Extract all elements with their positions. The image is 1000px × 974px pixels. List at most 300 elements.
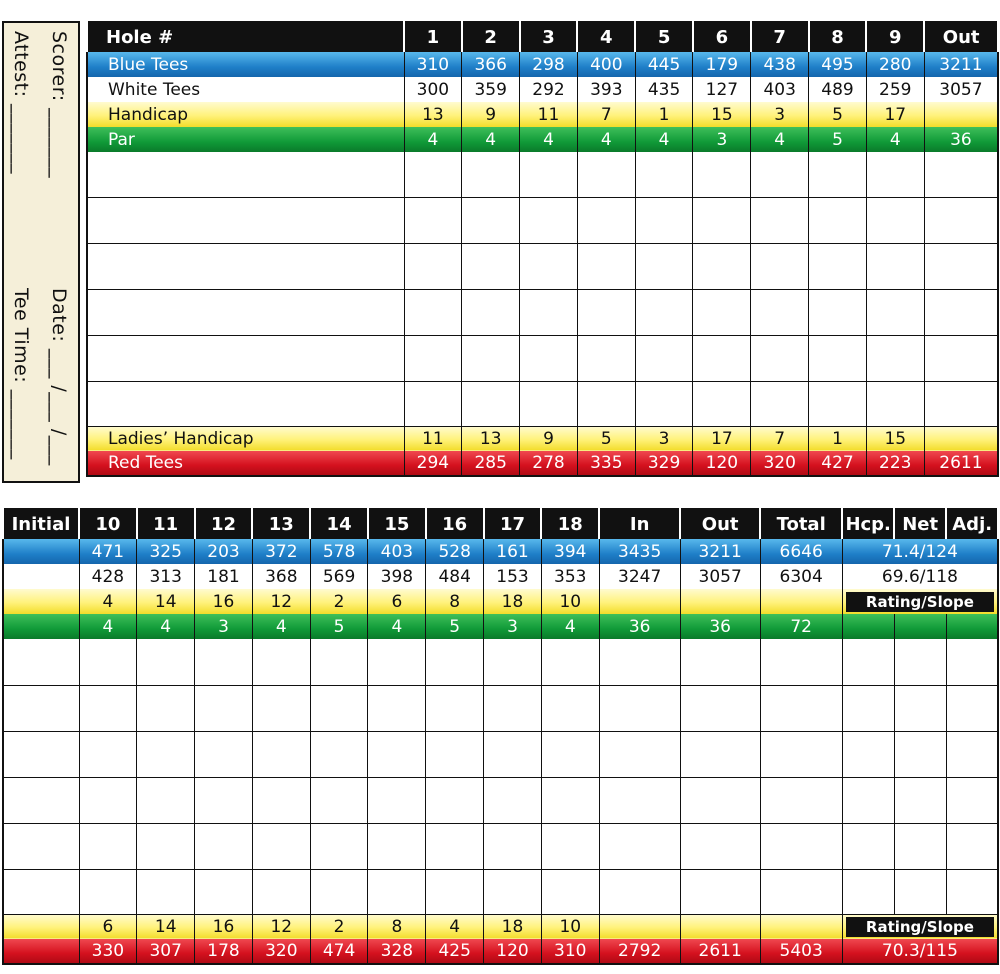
adj-cell[interactable] <box>946 731 998 777</box>
hole-7: 7 <box>751 22 809 52</box>
total-score-cell[interactable] <box>760 685 842 731</box>
score-cell[interactable] <box>866 381 924 426</box>
par-cell: 5 <box>310 614 368 639</box>
yardage-cell: 398 <box>368 564 426 589</box>
total-score-cell[interactable] <box>760 869 842 914</box>
total-score-cell[interactable] <box>760 639 842 685</box>
handicap-cell: 17 <box>866 102 924 127</box>
yardage-cell: 359 <box>462 77 520 102</box>
net-cell[interactable] <box>894 639 946 685</box>
yardage-cell: 372 <box>252 539 310 564</box>
par-cell: 5 <box>426 614 484 639</box>
hole-2: 2 <box>462 22 520 52</box>
score-cell[interactable] <box>484 731 542 777</box>
player-score-row[interactable] <box>87 335 998 381</box>
player-name-cell[interactable] <box>87 289 404 335</box>
score-cell[interactable] <box>809 381 867 426</box>
score-cell[interactable] <box>79 869 137 914</box>
handicap-cell: 6 <box>79 914 137 939</box>
out-score-cell[interactable] <box>680 823 760 869</box>
white-tees-row <box>87 77 998 102</box>
grand-total-cell <box>760 914 842 939</box>
score-cell[interactable] <box>693 335 751 381</box>
score-cell[interactable] <box>520 381 578 426</box>
score-cell[interactable] <box>368 731 426 777</box>
score-cell[interactable] <box>368 823 426 869</box>
score-cell[interactable] <box>195 731 253 777</box>
score-cell[interactable] <box>462 335 520 381</box>
hole-15: 15 <box>368 509 426 539</box>
hole-11: 11 <box>137 509 195 539</box>
score-cell[interactable] <box>404 197 462 243</box>
handicap-cell: 13 <box>404 102 462 127</box>
par-cell: 4 <box>866 127 924 152</box>
in-score-cell[interactable] <box>599 823 680 869</box>
initial-cell[interactable] <box>3 777 79 823</box>
out-header: Out <box>924 22 998 52</box>
handicap-cell: 15 <box>693 102 751 127</box>
in-total-cell: 3435 <box>599 539 680 564</box>
score-cell[interactable] <box>79 685 137 731</box>
yardage-cell: 330 <box>79 939 137 964</box>
ladies-handicap-row <box>3 914 998 939</box>
score-cell[interactable] <box>426 777 484 823</box>
yardage-cell: 320 <box>751 451 809 476</box>
yardage-cell: 153 <box>484 564 542 589</box>
yardage-cell: 307 <box>137 939 195 964</box>
handicap-cell: 12 <box>252 589 310 614</box>
score-cell[interactable] <box>520 335 578 381</box>
score-cell[interactable] <box>79 639 137 685</box>
initial-cell[interactable] <box>3 639 79 685</box>
adj-cell[interactable] <box>946 639 998 685</box>
score-cell[interactable] <box>137 685 195 731</box>
handicap-cell: 12 <box>252 914 310 939</box>
player-name-cell[interactable] <box>87 243 404 289</box>
score-cell[interactable] <box>195 777 253 823</box>
out-score-cell[interactable] <box>924 197 998 243</box>
score-cell[interactable] <box>866 289 924 335</box>
initial-header: Initial <box>3 509 79 539</box>
handicap-cell: 13 <box>462 426 520 451</box>
par-cell: 4 <box>520 127 578 152</box>
score-cell[interactable] <box>520 197 578 243</box>
out-total-cell <box>680 914 760 939</box>
initial-cell <box>3 564 79 589</box>
scorer-field[interactable]: Scorer: _______ <box>48 31 70 179</box>
total-score-cell[interactable] <box>760 823 842 869</box>
score-cell[interactable] <box>484 639 542 685</box>
score-cell[interactable] <box>484 685 542 731</box>
player-name-cell[interactable] <box>87 152 404 197</box>
initial-cell[interactable] <box>3 731 79 777</box>
score-cell[interactable] <box>577 152 635 197</box>
initial-cell <box>3 614 79 639</box>
score-cell[interactable] <box>520 243 578 289</box>
handicap-cell: 6 <box>368 589 426 614</box>
row-label: Par <box>87 127 404 152</box>
score-cell[interactable] <box>426 685 484 731</box>
back-nine-table <box>2 508 999 965</box>
yardage-cell: 178 <box>195 939 253 964</box>
scorer-panel <box>2 21 80 483</box>
score-cell[interactable] <box>310 639 368 685</box>
net-cell[interactable] <box>894 685 946 731</box>
par-cell: 4 <box>635 127 693 152</box>
score-cell[interactable] <box>693 197 751 243</box>
out-total-cell: 3211 <box>680 539 760 564</box>
in-score-cell[interactable] <box>599 731 680 777</box>
yardage-cell: 528 <box>426 539 484 564</box>
score-cell[interactable] <box>520 289 578 335</box>
handicap-cell: 11 <box>404 426 462 451</box>
yardage-cell: 474 <box>310 939 368 964</box>
score-cell[interactable] <box>809 243 867 289</box>
par-cell: 3 <box>693 127 751 152</box>
total-score-cell[interactable] <box>760 777 842 823</box>
out-score-cell[interactable] <box>680 639 760 685</box>
yardage-cell: 325 <box>137 539 195 564</box>
yardage-cell: 445 <box>635 52 693 77</box>
score-cell[interactable] <box>635 243 693 289</box>
in-score-cell[interactable] <box>599 639 680 685</box>
player-score-row[interactable] <box>87 289 998 335</box>
hcp-cell[interactable] <box>842 639 894 685</box>
score-cell[interactable] <box>368 777 426 823</box>
out-score-cell[interactable] <box>924 243 998 289</box>
score-cell[interactable] <box>426 731 484 777</box>
score-cell[interactable] <box>426 869 484 914</box>
par-cell: 3 <box>484 614 542 639</box>
player-score-row[interactable] <box>87 243 998 289</box>
score-cell[interactable] <box>866 152 924 197</box>
score-cell[interactable] <box>79 731 137 777</box>
score-cell[interactable] <box>462 289 520 335</box>
initial-cell[interactable] <box>3 685 79 731</box>
score-cell[interactable] <box>79 777 137 823</box>
net-cell <box>894 614 946 639</box>
rating-slope-value: 69.6/118 <box>842 564 998 589</box>
score-cell[interactable] <box>520 152 578 197</box>
player-name-cell[interactable] <box>87 381 404 426</box>
score-cell[interactable] <box>252 731 310 777</box>
player-name-cell[interactable] <box>87 197 404 243</box>
score-cell[interactable] <box>809 197 867 243</box>
score-cell[interactable] <box>577 335 635 381</box>
in-score-cell[interactable] <box>599 777 680 823</box>
par-cell: 4 <box>252 614 310 639</box>
yardage-cell: 181 <box>195 564 253 589</box>
score-cell[interactable] <box>693 243 751 289</box>
score-cell[interactable] <box>368 639 426 685</box>
score-cell[interactable] <box>809 152 867 197</box>
hole-9: 9 <box>866 22 924 52</box>
net-cell[interactable] <box>894 823 946 869</box>
in-total-cell <box>599 914 680 939</box>
out-total-cell: 3057 <box>924 77 998 102</box>
score-cell[interactable] <box>137 777 195 823</box>
par-row <box>87 127 998 152</box>
handicap-cell: 18 <box>484 589 542 614</box>
out-score-cell[interactable] <box>924 335 998 381</box>
score-cell[interactable] <box>693 381 751 426</box>
score-cell[interactable] <box>635 152 693 197</box>
grand-total-cell: 5403 <box>760 939 842 964</box>
out-total-cell <box>680 589 760 614</box>
score-cell[interactable] <box>404 335 462 381</box>
player-score-row[interactable] <box>87 381 998 426</box>
rating-slope-label: Rating/Slope <box>846 917 994 937</box>
score-cell[interactable] <box>137 823 195 869</box>
par-cell: 4 <box>541 614 599 639</box>
score-cell[interactable] <box>252 639 310 685</box>
score-cell[interactable] <box>252 777 310 823</box>
score-cell[interactable] <box>751 197 809 243</box>
hcp-cell[interactable] <box>842 731 894 777</box>
yardage-cell: 278 <box>520 451 578 476</box>
date-field[interactable]: Date: ___ /___ /___ <box>48 288 70 466</box>
score-cell[interactable] <box>404 289 462 335</box>
in-score-cell[interactable] <box>599 685 680 731</box>
score-cell[interactable] <box>577 197 635 243</box>
score-cell[interactable] <box>252 685 310 731</box>
yardage-cell: 161 <box>484 539 542 564</box>
score-cell[interactable] <box>462 197 520 243</box>
out-total-cell: 3211 <box>924 52 998 77</box>
white-tees-row <box>3 564 998 589</box>
yardage-cell: 280 <box>866 52 924 77</box>
hcp-cell[interactable] <box>842 823 894 869</box>
score-cell[interactable] <box>137 731 195 777</box>
score-cell[interactable] <box>310 731 368 777</box>
score-cell[interactable] <box>541 639 599 685</box>
score-cell[interactable] <box>635 197 693 243</box>
total-score-cell[interactable] <box>760 731 842 777</box>
out-score-cell[interactable] <box>680 731 760 777</box>
hcp-cell[interactable] <box>842 685 894 731</box>
yardage-cell: 203 <box>195 539 253 564</box>
yardage-cell: 435 <box>635 77 693 102</box>
par-cell: 4 <box>79 614 137 639</box>
yardage-cell: 403 <box>751 77 809 102</box>
hole-16: 16 <box>426 509 484 539</box>
rating-slope-value: 71.4/124 <box>842 539 998 564</box>
score-cell[interactable] <box>484 823 542 869</box>
net-cell[interactable] <box>894 869 946 914</box>
score-cell[interactable] <box>751 152 809 197</box>
adj-cell[interactable] <box>946 685 998 731</box>
yardage-cell: 310 <box>404 52 462 77</box>
score-cell[interactable] <box>368 869 426 914</box>
hcp-cell[interactable] <box>842 777 894 823</box>
score-cell[interactable] <box>541 777 599 823</box>
initial-cell[interactable] <box>3 869 79 914</box>
par-cell: 5 <box>809 127 867 152</box>
score-cell[interactable] <box>577 243 635 289</box>
handicap-cell: 2 <box>310 589 368 614</box>
red-tees-row <box>3 939 998 964</box>
score-cell[interactable] <box>809 289 867 335</box>
yardage-cell: 400 <box>577 52 635 77</box>
attest-field[interactable]: Attest: _______ <box>10 31 32 175</box>
front-nine-table <box>86 21 999 477</box>
score-cell[interactable] <box>866 197 924 243</box>
score-cell[interactable] <box>541 823 599 869</box>
score-cell[interactable] <box>195 823 253 869</box>
handicap-cell: 16 <box>195 914 253 939</box>
player-name-cell[interactable] <box>87 335 404 381</box>
score-cell[interactable] <box>635 335 693 381</box>
player-score-row[interactable] <box>3 685 998 731</box>
score-cell[interactable] <box>809 335 867 381</box>
initial-cell[interactable] <box>3 823 79 869</box>
score-cell[interactable] <box>79 823 137 869</box>
yardage-cell: 329 <box>635 451 693 476</box>
score-cell[interactable] <box>462 381 520 426</box>
net-cell[interactable] <box>894 731 946 777</box>
row-label: White Tees <box>87 77 404 102</box>
in-total-cell: 36 <box>599 614 680 639</box>
out-total-cell: 36 <box>680 614 760 639</box>
hcp-header: Hcp. <box>842 509 894 539</box>
player-score-row[interactable] <box>87 197 998 243</box>
score-cell[interactable] <box>195 639 253 685</box>
score-cell[interactable] <box>541 685 599 731</box>
out-header: Out <box>680 509 760 539</box>
net-cell[interactable] <box>894 777 946 823</box>
player-score-row[interactable] <box>3 639 998 685</box>
ladies-handicap-row <box>87 426 998 451</box>
player-score-row[interactable] <box>87 152 998 197</box>
initial-cell <box>3 939 79 964</box>
blue-tees-row <box>87 52 998 77</box>
score-cell[interactable] <box>693 289 751 335</box>
player-score-row[interactable] <box>3 823 998 869</box>
out-total-cell <box>924 102 998 127</box>
score-cell[interactable] <box>195 685 253 731</box>
hole-17: 17 <box>484 509 542 539</box>
par-cell: 4 <box>462 127 520 152</box>
handicap-row <box>3 589 998 614</box>
par-cell: 4 <box>368 614 426 639</box>
hole-6: 6 <box>693 22 751 52</box>
score-cell[interactable] <box>462 152 520 197</box>
yardage-cell: 368 <box>252 564 310 589</box>
handicap-cell: 3 <box>751 102 809 127</box>
out-score-cell[interactable] <box>924 289 998 335</box>
score-cell[interactable] <box>310 823 368 869</box>
out-score-cell[interactable] <box>924 381 998 426</box>
in-score-cell[interactable] <box>599 869 680 914</box>
score-cell[interactable] <box>137 869 195 914</box>
score-cell[interactable] <box>693 152 751 197</box>
hole-13: 13 <box>252 509 310 539</box>
score-cell[interactable] <box>751 289 809 335</box>
score-cell[interactable] <box>137 639 195 685</box>
score-cell[interactable] <box>310 685 368 731</box>
score-cell[interactable] <box>577 381 635 426</box>
score-cell[interactable] <box>252 869 310 914</box>
out-score-cell[interactable] <box>680 869 760 914</box>
out-score-cell[interactable] <box>680 685 760 731</box>
handicap-cell: 2 <box>310 914 368 939</box>
score-cell[interactable] <box>462 243 520 289</box>
yardage-cell: 310 <box>541 939 599 964</box>
score-cell[interactable] <box>310 869 368 914</box>
handicap-cell: 9 <box>520 426 578 451</box>
player-score-row[interactable] <box>3 731 998 777</box>
score-cell[interactable] <box>751 381 809 426</box>
handicap-cell: 15 <box>866 426 924 451</box>
score-cell[interactable] <box>484 777 542 823</box>
adj-header: Adj. <box>946 509 998 539</box>
yardage-cell: 292 <box>520 77 578 102</box>
score-cell[interactable] <box>751 335 809 381</box>
back-header-row <box>3 509 998 539</box>
adj-cell[interactable] <box>946 777 998 823</box>
score-cell[interactable] <box>310 777 368 823</box>
rating-slope-header <box>842 589 998 614</box>
score-cell[interactable] <box>541 869 599 914</box>
yardage-cell: 428 <box>79 564 137 589</box>
score-cell[interactable] <box>484 869 542 914</box>
handicap-cell: 14 <box>137 589 195 614</box>
in-total-cell <box>599 589 680 614</box>
handicap-cell: 4 <box>79 589 137 614</box>
yardage-cell: 259 <box>866 77 924 102</box>
yardage-cell: 366 <box>462 52 520 77</box>
tee-time-field[interactable]: Tee Time: _______ <box>10 288 32 460</box>
adj-cell[interactable] <box>946 823 998 869</box>
score-cell[interactable] <box>541 731 599 777</box>
score-cell[interactable] <box>252 823 310 869</box>
score-cell[interactable] <box>368 685 426 731</box>
yardage-cell: 569 <box>310 564 368 589</box>
score-cell[interactable] <box>866 335 924 381</box>
out-score-cell[interactable] <box>924 152 998 197</box>
out-total-cell <box>924 426 998 451</box>
yardage-cell: 300 <box>404 77 462 102</box>
yardage-cell: 495 <box>809 52 867 77</box>
score-cell[interactable] <box>635 381 693 426</box>
adj-cell[interactable] <box>946 869 998 914</box>
score-cell[interactable] <box>577 289 635 335</box>
hcp-cell[interactable] <box>842 869 894 914</box>
score-cell[interactable] <box>404 243 462 289</box>
score-cell[interactable] <box>751 243 809 289</box>
score-cell[interactable] <box>426 823 484 869</box>
out-score-cell[interactable] <box>680 777 760 823</box>
hcp-cell <box>842 614 894 639</box>
score-cell[interactable] <box>404 152 462 197</box>
player-score-row[interactable] <box>3 869 998 914</box>
row-label: Ladies’ Handicap <box>87 426 404 451</box>
score-cell[interactable] <box>426 639 484 685</box>
handicap-cell: 7 <box>751 426 809 451</box>
yardage-cell: 394 <box>541 539 599 564</box>
yardage-cell: 120 <box>693 451 751 476</box>
hole-18: 18 <box>541 509 599 539</box>
hole-8: 8 <box>809 22 867 52</box>
player-score-row[interactable] <box>3 777 998 823</box>
score-cell[interactable] <box>195 869 253 914</box>
yardage-cell: 427 <box>809 451 867 476</box>
score-cell[interactable] <box>866 243 924 289</box>
score-cell[interactable] <box>404 381 462 426</box>
yardage-cell: 403 <box>368 539 426 564</box>
score-cell[interactable] <box>635 289 693 335</box>
grand-total-cell <box>760 589 842 614</box>
